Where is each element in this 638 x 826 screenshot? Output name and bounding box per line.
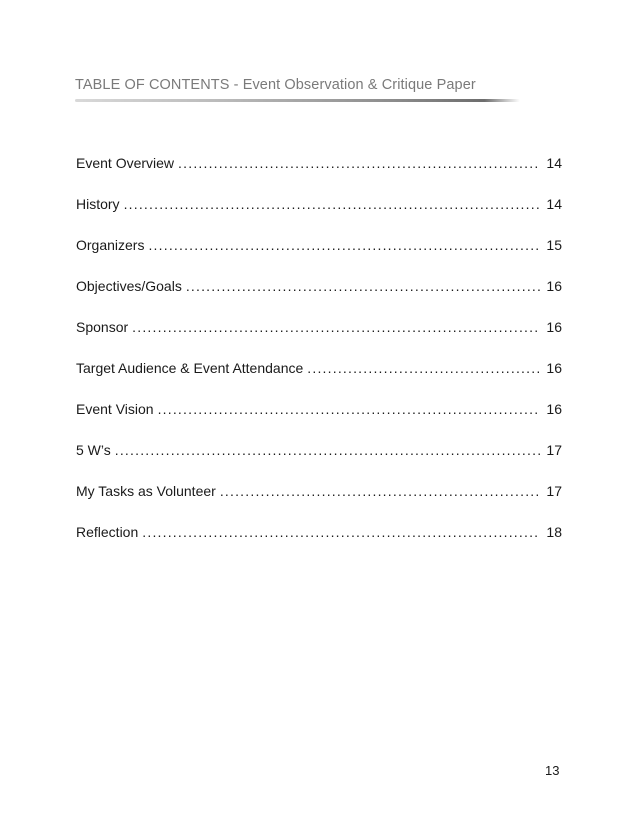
header-divider [75,99,520,102]
toc-entry-event-vision [76,398,562,420]
toc-entry-title: History [76,196,120,212]
page-number: 13 [545,763,560,778]
toc-entry-title: Event Overview [76,155,175,171]
toc-entry-page: 16 [546,319,562,335]
toc-entry-event-overview [76,152,562,174]
toc-entry-page: 17 [546,442,562,458]
toc-entry-page: 14 [546,196,562,212]
toc-entry-page: 17 [546,483,562,499]
toc-entry-sponsor [76,316,562,338]
toc-entry-page: 16 [546,278,562,294]
toc-dot-leader [148,234,540,256]
toc-dot-leader [124,193,541,215]
toc-entry-title: Target Audience & Event Attendance [76,360,304,376]
toc-entry-title: 5 W’s [76,442,111,458]
toc-entry-title: Objectives/Goals [76,278,182,294]
toc-dot-leader [178,152,540,174]
toc-entry-my-tasks [76,480,562,502]
toc-entry-page: 16 [546,360,562,376]
toc-entry-title: Sponsor [76,319,129,335]
toc-dot-leader [142,521,540,543]
toc-dot-leader [186,275,541,297]
toc-dot-leader [132,316,540,338]
toc-entry-organizers [76,234,562,256]
toc-entry-5-ws [76,439,562,461]
toc-entry-target-audience [76,357,562,379]
toc-dot-leader [115,439,541,461]
toc-entry-page: 16 [546,401,562,417]
table-of-contents [76,152,562,562]
toc-dot-leader [158,398,541,420]
page-title: TABLE OF CONTENTS - Event Observation & Critique Paper [75,77,476,93]
toc-entry-page: 14 [546,155,562,171]
toc-dot-leader [220,480,541,502]
toc-dot-leader [307,357,540,379]
toc-entry-title: Organizers [76,237,145,253]
page-header [75,77,525,102]
toc-entry-page: 18 [546,524,562,540]
toc-entry-objectives-goals [76,275,562,297]
toc-entry-page: 15 [546,237,562,253]
toc-entry-title: My Tasks as Volunteer [76,483,216,499]
toc-entry-title: Event Vision [76,401,154,417]
toc-entry-history [76,193,562,215]
toc-entry-title: Reflection [76,524,139,540]
toc-entry-reflection [76,521,562,543]
